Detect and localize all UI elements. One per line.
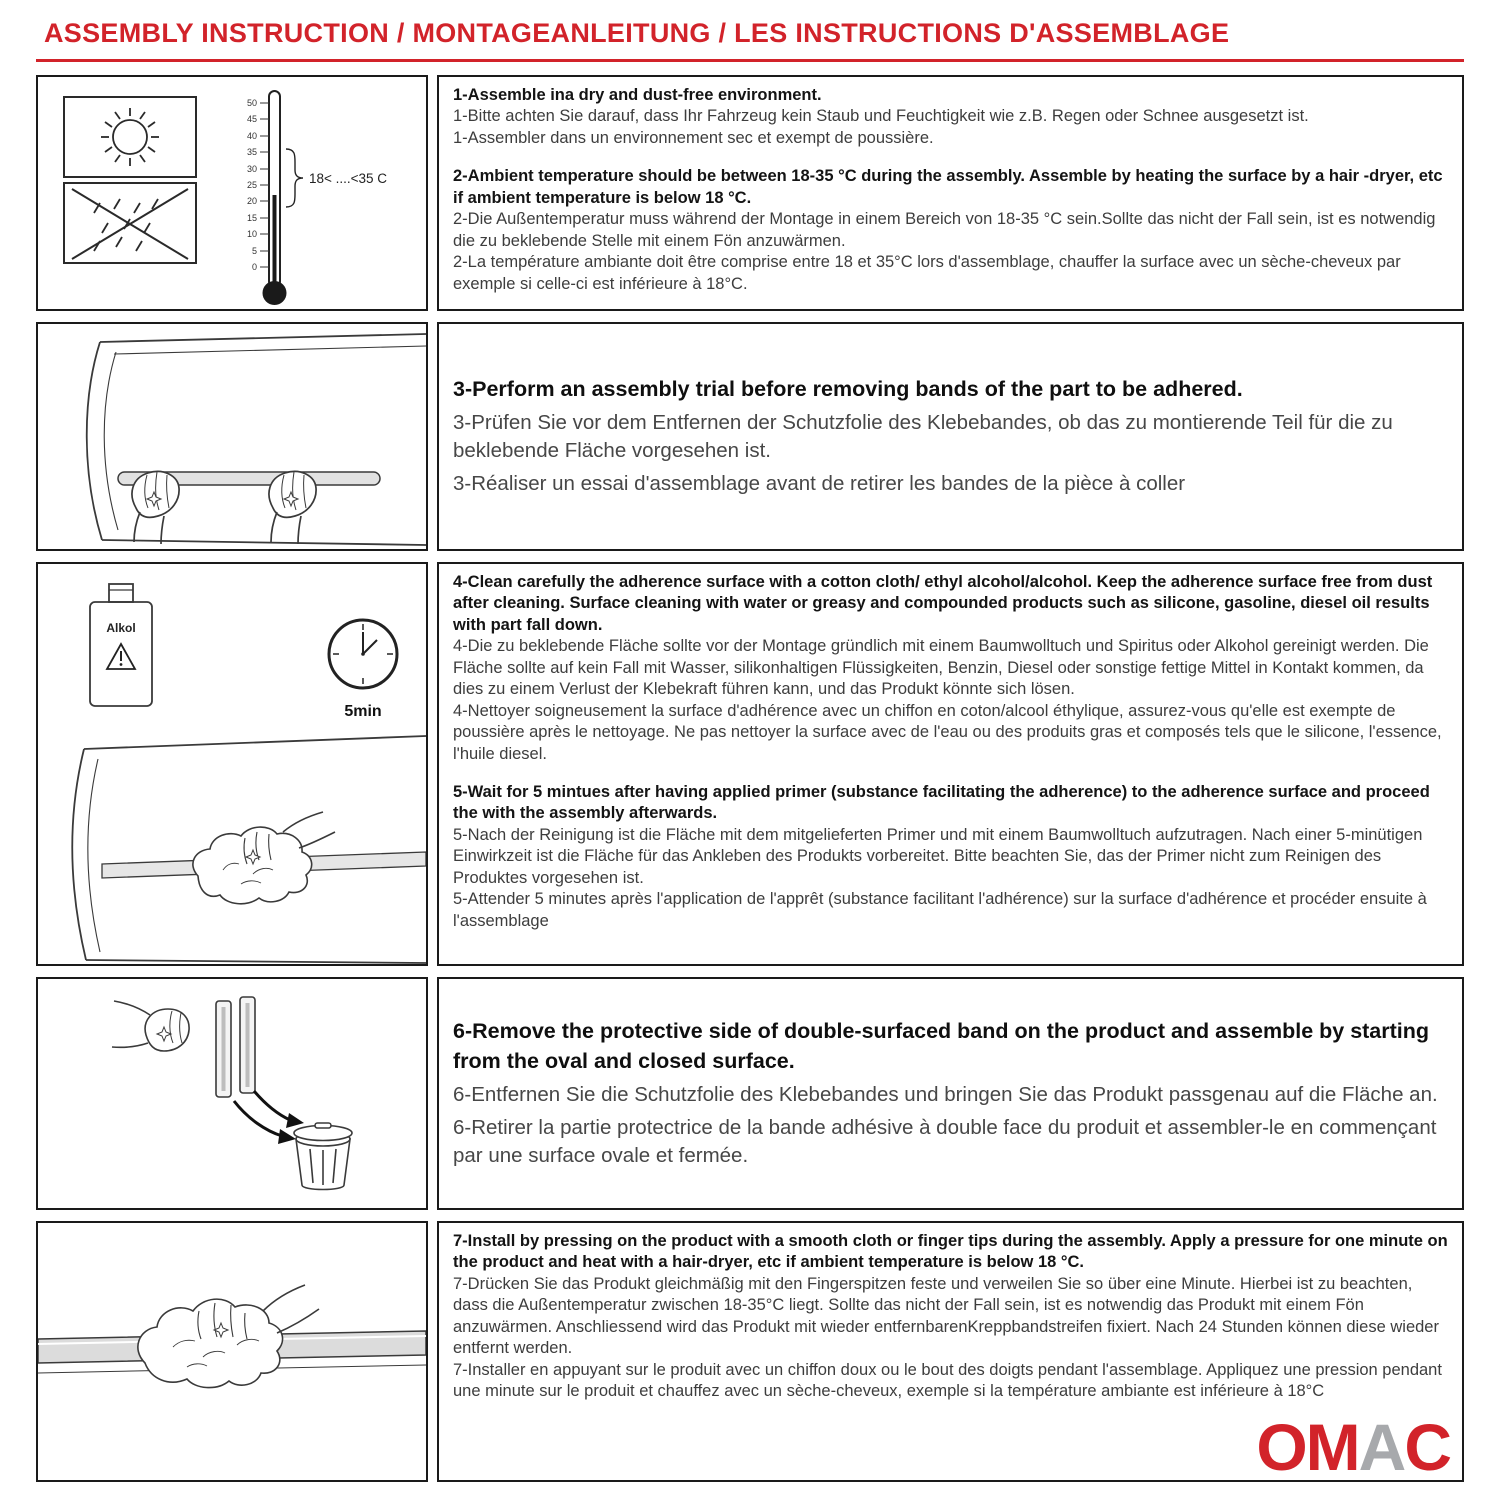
section-remove-band-text [437, 977, 1464, 1210]
arrow-icon [234, 1091, 304, 1144]
clock-icon [329, 620, 397, 720]
section-environment-text [437, 75, 1464, 311]
step3-fr: 3-Réaliser un essai d'assemblage avant de retirer les bandes de la pièce à coller [453, 472, 1186, 496]
thermo-tick-label: 50 [246, 98, 257, 108]
step4-fr: 4-Nettoyer soigneusement la surface d'adhérence avec un chiffon en coton/alcool éthylique, assurez-vous qu'elle est exempte de poussière après le nettoyage. Ne pas nettoyer la surface avec de l'eau ou des produits gras et composés tels que le silicone, l'essence, l'huile diesel. [453, 701, 1442, 763]
section-install-illustration [36, 1221, 428, 1482]
wait-time-label: 5min [344, 703, 382, 720]
section-environment [36, 75, 1464, 311]
thermo-tick-label: 15 [246, 213, 257, 223]
thermo-tick-label: 35 [246, 147, 257, 157]
pinching-hand-icon [112, 1001, 189, 1051]
step5-de: 5-Nach der Reinigung ist die Fläche mit dem mitgelieferten Primer und mit einem Baumwolltuch aufzutragen. Nach einer 5-minütigen Einwirkzeit ist die Fläche für das Ankleben des Produkts vorbereitet. Bitte beachten Sie, das der Primer nicht zum Reinigen des Produktes vorgesehen ist. [453, 825, 1423, 887]
step1-en: 1-Assemble ina dry and dust-free environment. [453, 86, 822, 104]
omac-logo [1256, 1410, 1450, 1482]
step4-en: 4-Clean carefully the adherence surface with a cotton cloth/ ethyl alcohol/alcohol. Keep the adherence surface free from dust after cleaning. Surface cleaning with water or greasy and compounded products such as silicone, gasoline, diesel oil results with part fall down. [453, 573, 1433, 634]
peel-band-illustration [38, 979, 426, 1208]
protective-strips [216, 997, 255, 1097]
section-remove-band [36, 977, 1464, 1210]
step6-de: 6-Entfernen Sie die Schutzfolie des Klebebandes und bringen Sie das Produkt passgenau auf die Fläche an. [453, 1082, 1438, 1106]
thermo-tick-label: 30 [246, 164, 257, 174]
omac-logo-a: A [1358, 1410, 1405, 1482]
temperature-range-label: 18< ....<35 C [309, 171, 388, 186]
section-trial-text [437, 322, 1464, 551]
cleaning-illustration [38, 564, 426, 964]
step2-fr: 2-La température ambiante doit être comprise entre 18 et 35°C lors d'assemblage, chauffer la surface avec un sèche-cheveux par exemple si celle-ci est inférieure à 18°C. [453, 253, 1401, 293]
range-bracket [286, 149, 303, 207]
bottle-label: Alkol [106, 621, 136, 635]
step3-de: 3-Prüfen Sie vor dem Entfernen der Schutzfolie des Klebebandes, ob das zu montierende Teil für die zu beklebende Fläche vorgesehen ist. [453, 411, 1393, 463]
press-product-illustration [38, 1223, 426, 1480]
step2-en: 2-Ambient temperature should be between 18-35 °C during the assembly. Assemble by heating the surface by a hair -dryer, etc if ambient temperature is below 18 °C. [453, 167, 1443, 207]
section-remove-band-illustration [36, 977, 428, 1210]
alcohol-bottle-icon [90, 584, 152, 706]
thermometer-icon [247, 91, 387, 305]
step1-de: 1-Bitte achten Sie darauf, dass Ihr Fahrzeug kein Staub und Feuchtigkeit wie z.B. Regen oder Schnee ausgesetzt ist. [453, 107, 1309, 126]
omac-logo-c: C [1404, 1410, 1450, 1482]
step7-fr: 7-Installer en appuyant sur le produit avec un chiffon doux ou le bout des doigts pendant l'assemblage. Appliquez une pression pendant une minute sur le produit et chauffez avec un sèche-cheveux, exemple si la température ambiante est inférieure à 18°C [453, 1360, 1442, 1401]
step4-de: 4-Die zu beklebende Fläche sollte vor der Montage gründlich mit einem Baumwolltuch und Spiritus oder Alkohol gereinigt werden. Die Fläche sollte auf kein Fall mit Wasser, silikonhaltigen Flüssigkeiten, Benzin, Diesel oder sonstige fettige Mittel in Kontakt kommen, da dies zu einem Verlust der Klebekraft führen kann, und das Produkt könnte sich lösen. [453, 637, 1429, 699]
section-trial-illustration [36, 322, 428, 551]
section-install [36, 1221, 1464, 1482]
thermo-tick-label: 5 [251, 246, 257, 256]
sun-icon [64, 97, 196, 177]
hand-icon [132, 471, 179, 544]
trash-can-icon [294, 1123, 352, 1190]
thermo-tick-label: 20 [246, 196, 257, 206]
omac-logo-om: OM [1256, 1410, 1359, 1482]
step3-en: 3-Perform an assembly trial before removing bands of the part to be adhered. [453, 377, 1243, 402]
section-cleaning-illustration [36, 562, 428, 966]
step6-fr: 6-Retirer la partie protectrice de la bande adhésive à double face du produit et assembler-le en commençant par une surface ovale et fermée. [453, 1115, 1437, 1167]
page-title: ASSEMBLY INSTRUCTION / MONTAGEANLEITUNG / LES INSTRUCTIONS D'ASSEMBLAGE [44, 18, 1230, 48]
step6-en: 6-Remove the protective side of double-surfaced band on the product and assemble by starting from the oval and closed surface. [453, 1019, 1430, 1073]
step2-de: 2-Die Außentemperatur muss während der Montage in einem Bereich von 18-35 °C sein.Sollte das nicht der Fall sein, ist es notwendig die zu beklebende Stelle mit einem Fön anzuwärmen. [453, 210, 1436, 250]
thermo-tick-label: 10 [246, 229, 257, 239]
thermo-tick-label: 0 [251, 262, 257, 272]
hand-icon [269, 471, 316, 544]
section-cleaning-text [437, 562, 1464, 966]
section-install-text [437, 1221, 1464, 1482]
step7-de: 7-Drücken Sie das Produkt gleichmäßig mit den Fingerspitzen feste und verweilen Sie so über eine Minute. Hierbei ist zu beachten, dass die Außentemperatur zwischen 18-35°C liegt. Sollte das nicht der Fall sein, ist es notwendig das Produkt mit einem Fön anzuwärmen. Anschliessend wird das Produkt mit wieder entfernbarenKreppbandstreifen fixiert. Nach 24 Stunden können diese wieder entfernt werden. [453, 1274, 1439, 1358]
section-environment-illustration [36, 75, 428, 311]
title-underline [36, 59, 1464, 62]
step5-fr: 5-Attender 5 minutes après l'application de l'apprêt (substance facilitant l'adhérence) sur la surface d'adhérence et procéder ensuite à l'assemblage [453, 890, 1427, 930]
section-trial [36, 322, 1464, 551]
thermo-tick-label: 40 [246, 131, 257, 141]
temperature-illustration [38, 77, 426, 309]
step1-fr: 1-Assembler dans un environnement sec et exempt de poussière. [453, 128, 934, 147]
step7-en: 7-Install by pressing on the product with a smooth cloth or finger tips during the assembly. Apply a pressure for one minute on the product and heat with a hair-dryer, etc if ambient temperature is below 18 °C. [453, 1232, 1448, 1272]
thermo-tick-label: 25 [246, 180, 257, 190]
car-door-sketch [87, 334, 426, 545]
thermo-tick-label: 45 [246, 114, 257, 124]
step5-en: 5-Wait for 5 mintues after having applied primer (substance facilitating the adherence) to the adherence surface and proceed the with the assembly afterwards. [453, 782, 1430, 823]
no-rain-icon [64, 183, 196, 263]
door-trial-illustration [38, 324, 426, 549]
section-cleaning [36, 562, 1464, 966]
